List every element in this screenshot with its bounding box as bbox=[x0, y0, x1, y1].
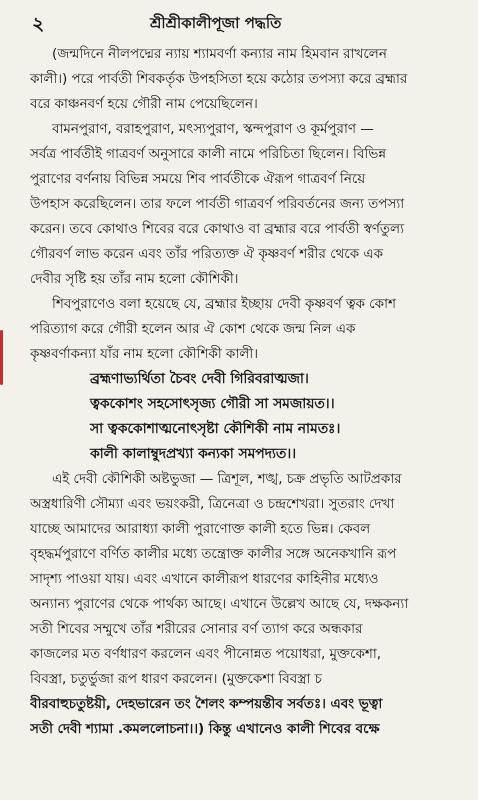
binding-mark bbox=[0, 330, 3, 385]
running-title: শ্রীশ্রীকালীপূজা পদ্ধতি bbox=[150, 14, 282, 32]
verse-line: কালী কালাম্বুদপ্রখ্যা কন্যকা সমপদ্যত।। bbox=[90, 446, 297, 462]
verse-line: ব্রহ্মণাভ্যর্থিতা চৈবং দেবী গিরিবরাত্মজা। bbox=[90, 371, 309, 387]
text-line: বামনপুরাণ, বরাহপুরাণ, মৎস্যপুরাণ, স্কন্দপুরাণ ও কূর্মপুরাণ — bbox=[52, 121, 374, 137]
text-line: এই দেবী কৌশিকী অষ্টভুজা — ত্রিশূল, শঙ্খ, চক্র প্রভৃতি আটপ্রকার bbox=[52, 471, 402, 487]
page-body bbox=[30, 42, 460, 742]
text-line: যাচ্ছে আমাদের আরাধ্যা কালী পুরাণোক্ত কালী হতে ভিন্ন। কেবল bbox=[30, 521, 371, 537]
text-line: সতী শিবের সম্মুখে তাঁর শরীরের সোনার বর্ণ ত্যাগ করে অন্ধকার bbox=[30, 621, 363, 637]
text-line: করেন। তবে কোথাও শিবের বরে কোথাও বা ব্রহ্মার বরে পার্বতী স্বর্ণতুল্য bbox=[30, 221, 404, 237]
text-line: সতী দেবী শ্যামা .কমললোচনা।।) কিন্তু এখানেও কালী শিবের বক্ষে bbox=[30, 721, 380, 737]
verse-line: সা ত্বককোশাত্মনোৎসৃষ্টা কৌশিকী নাম নামতঃ। bbox=[90, 421, 341, 437]
text-line: কৃষ্ণবর্ণাকন্যা যাঁর নাম হলো কৌশিকী কালী। bbox=[30, 346, 258, 362]
text-line: পুরাণের বর্ণনায় বিভিন্ন সময়ে শিব পার্বতীকে ঐরূপ গাত্রবর্ণ নিয়ে bbox=[30, 171, 366, 187]
text-line: উপহাস করেছিলেন। তার ফলে পার্বতী গাত্রবর্ণ পরিবর্তনের জন্য তপস্যা bbox=[30, 196, 405, 212]
text-line: পরিত্যাগ করে গৌরী হলেন আর ঐ কোশ থেকে জন্ম নিল এক bbox=[30, 321, 356, 337]
text-line: অস্ত্রধারিণী সৌম্যা এবং ভয়ংকরী, ত্রিনেত্রা ও চন্দ্রশেখরা। সুতরাং দেখা bbox=[30, 496, 395, 512]
text-line: অন্যান্য পুরাণের থেকে পার্থক্য আছে। এখানে উল্লেখ আছে যে, দক্ষকন্যা bbox=[30, 596, 409, 612]
verse-line: ত্বককোশং সহসোৎসৃজ্য গৌরী সা সমজায়ত।। bbox=[90, 396, 335, 412]
text-line: গৌরবর্ণ লাভ করেন এবং তাঁর পরিত্যক্ত ঐ কৃষ্ণবর্ণ শরীর থেকে এক bbox=[30, 246, 384, 262]
text-line: বরে কাঞ্চনবর্ণ হয়ে গৌরী নাম পেয়েছিলেন। bbox=[30, 96, 258, 112]
page-number: ২ bbox=[32, 13, 45, 35]
text-line: সর্বত্র পার্বতীই গাত্রবর্ণ অনুসারে কালী নামে পরিচিতা ছিলেন। বিভিন্ন bbox=[30, 146, 386, 162]
text-line: (জন্মদিনে নীলপদ্মের ন্যায় শ্যামবর্ণা কন্যার নাম হিমবান রাখলেন bbox=[52, 46, 387, 62]
text-line: কালী।) পরে পার্বতী শিবকর্তৃক উপহসিতা হয়ে কঠোর তপস্যা করে ব্রহ্মার bbox=[30, 71, 408, 87]
text-line: বীরবাহুচতুষ্টয়ী, দেহভারেন তং শৈলং কম্পয়ন্তীব সর্বতঃ। এবং ভূত্বা bbox=[30, 696, 383, 712]
text-line: শিবপুরাণেও বলা হয়েছে যে, ব্রহ্মার ইচ্ছায় দেবী কৃষ্ণবর্ণ ত্বক কোশ bbox=[52, 296, 396, 312]
page-header bbox=[0, 8, 478, 38]
text-line: কাজলের মত বর্ণধারণ করলেন এবং পীনোন্নত পয়োধরা, মুক্তকেশা, bbox=[30, 646, 381, 662]
text-line: সাদৃশ্য পাওয়া যায়। এবং এখানে কালীরূপ ধারণের কাহিনীর মধ্যেও bbox=[30, 571, 379, 587]
text-line: বৃহদ্ধর্মপুরাণে বর্ণিত কালীর মধ্যে তন্ত্রোক্ত কালীর সঙ্গে অনেকখানি রূপ bbox=[30, 546, 397, 562]
text-line: দেবীর সৃষ্টি হয় তাঁর নাম হলো কৌশিকী। bbox=[30, 271, 239, 287]
text-line: বিবস্ত্রা, চতুর্ভুজা রূপ ধারণ করলেন। (মুক্তকেশা বিবস্ত্রা চ bbox=[30, 671, 322, 687]
